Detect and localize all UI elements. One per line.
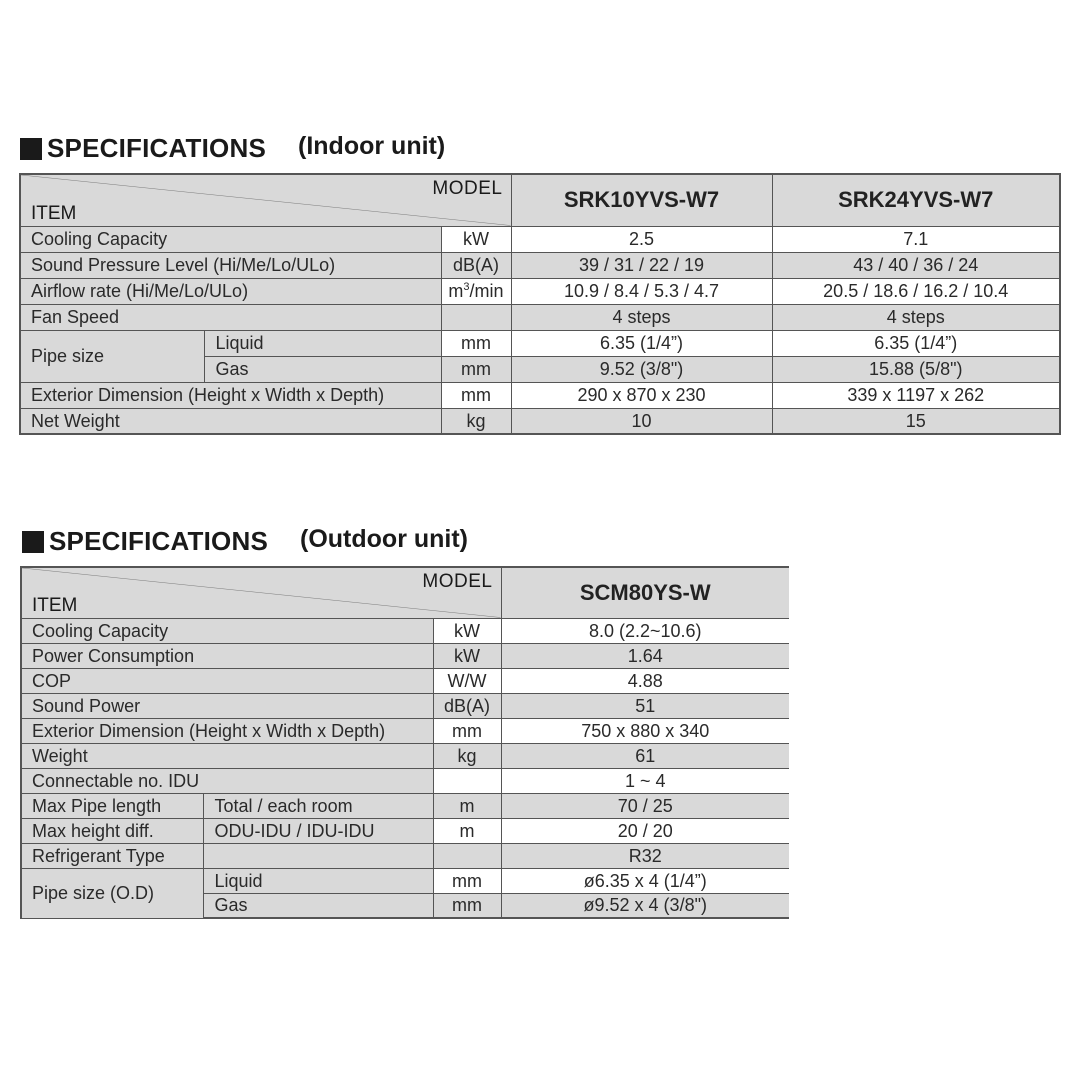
row-unit: kW [433, 643, 501, 668]
row-unit: kg [433, 743, 501, 768]
table-row [21, 818, 789, 843]
row-unit [441, 278, 511, 304]
table-row [21, 743, 789, 768]
cell-value: 6.35 (1/4”) [772, 330, 1060, 356]
cell-value: 15 [772, 408, 1060, 434]
row-unit: mm [441, 330, 511, 356]
row-label: Net Weight [20, 408, 441, 434]
row-sublabel: Liquid [203, 868, 433, 893]
model-srk10yvs-w7: SRK10YVS-W7 [511, 174, 772, 226]
table-row [21, 618, 789, 643]
model-header-label: MODEL [422, 571, 493, 592]
row-label: Weight [21, 743, 433, 768]
row-sublabel-empty [203, 843, 433, 868]
cell-value: 8.0 (2.2~10.6) [501, 618, 789, 643]
table-row [20, 330, 1060, 356]
row-unit: mm [433, 868, 501, 893]
model-header-label: MODEL [432, 178, 503, 199]
outdoor-section-title [22, 526, 468, 557]
cell-value: 9.52 (3/8") [511, 356, 772, 382]
row-label: Max height diff. [21, 818, 203, 843]
row-label: COP [21, 668, 433, 693]
table-row [21, 643, 789, 668]
row-unit: mm [433, 718, 501, 743]
table-row [21, 718, 789, 743]
row-sublabel: Gas [204, 356, 441, 382]
row-label: Cooling Capacity [20, 226, 441, 252]
section-bullet-icon [22, 531, 44, 553]
outdoor-spec-table [20, 566, 789, 919]
row-label: Exterior Dimension (Height x Width x Depth) [21, 718, 433, 743]
row-unit: kg [441, 408, 511, 434]
row-unit: kW [433, 618, 501, 643]
table-row [21, 793, 789, 818]
unit-base: m [448, 281, 464, 301]
unit-superscript: 3 [463, 281, 470, 293]
row-unit [441, 304, 511, 330]
row-unit: mm [441, 356, 511, 382]
row-label: Connectable no. IDU [21, 768, 433, 793]
cell-value: R32 [501, 843, 789, 868]
cell-value: 4 steps [772, 304, 1060, 330]
outdoor-subtitle: (Outdoor unit) [300, 525, 469, 553]
table-row [21, 868, 789, 893]
table-row [21, 668, 789, 693]
section-bullet-icon [20, 138, 42, 160]
row-unit: mm [441, 382, 511, 408]
cell-value: 43 / 40 / 36 / 24 [772, 252, 1060, 278]
cell-value: 1 ~ 4 [501, 768, 789, 793]
table-row [21, 768, 789, 793]
row-sublabel: Liquid [204, 330, 441, 356]
row-label: Pipe size (O.D) [21, 868, 203, 918]
cell-value: 51 [501, 693, 789, 718]
indoor-subtitle: (Indoor unit) [298, 132, 446, 160]
row-label: Sound Power [21, 693, 433, 718]
table-row [20, 226, 1060, 252]
indoor-spec-table [19, 173, 1061, 435]
cell-value: 6.35 (1/4”) [511, 330, 772, 356]
cell-value: ø9.52 x 4 (3/8") [501, 893, 789, 918]
cell-value: 61 [501, 743, 789, 768]
outdoor-title: SPECIFICATIONS [49, 526, 269, 556]
table-row [20, 382, 1060, 408]
cell-value: 4 steps [511, 304, 772, 330]
row-unit: kW [441, 226, 511, 252]
cell-value: 10.9 / 8.4 / 5.3 / 4.7 [511, 278, 772, 304]
indoor-header-row [20, 174, 1060, 226]
item-header-label: ITEM [31, 202, 77, 224]
model-srk24yvs-w7: SRK24YVS-W7 [772, 174, 1060, 226]
cell-value: 339 x 1197 x 262 [772, 382, 1060, 408]
cell-value: ø6.35 x 4 (1/4”) [501, 868, 789, 893]
cell-value: 1.64 [501, 643, 789, 668]
indoor-section-title [20, 133, 445, 164]
cell-value: 2.5 [511, 226, 772, 252]
row-label: Power Consumption [21, 643, 433, 668]
table-row [20, 304, 1060, 330]
table-row [21, 843, 789, 868]
row-unit: dB(A) [441, 252, 511, 278]
indoor-header-diagonal-cell [20, 174, 511, 226]
outdoor-header-row [21, 567, 789, 618]
row-label: Refrigerant Type [21, 843, 203, 868]
cell-value: 39 / 31 / 22 / 19 [511, 252, 772, 278]
table-row [21, 693, 789, 718]
row-unit: W/W [433, 668, 501, 693]
row-sublabel: ODU-IDU / IDU-IDU [203, 818, 433, 843]
row-label: Pipe size [20, 330, 204, 382]
cell-value: 7.1 [772, 226, 1060, 252]
row-label: Max Pipe length [21, 793, 203, 818]
row-label: Airflow rate (Hi/Me/Lo/ULo) [20, 278, 441, 304]
cell-value: 70 / 25 [501, 793, 789, 818]
model-scm80ys-w: SCM80YS-W [501, 567, 789, 618]
row-label: Fan Speed [20, 304, 441, 330]
row-unit: m [433, 818, 501, 843]
cell-value: 4.88 [501, 668, 789, 693]
row-label: Cooling Capacity [21, 618, 433, 643]
unit-rest: /min [469, 281, 504, 301]
outdoor-header-diagonal-cell [21, 567, 501, 618]
row-unit [433, 843, 501, 868]
cell-value: 10 [511, 408, 772, 434]
cell-value: 20 / 20 [501, 818, 789, 843]
row-unit: dB(A) [433, 693, 501, 718]
table-row [20, 278, 1060, 304]
table-row [20, 408, 1060, 434]
row-label: Sound Pressure Level (Hi/Me/Lo/ULo) [20, 252, 441, 278]
cell-value: 20.5 / 18.6 / 16.2 / 10.4 [772, 278, 1060, 304]
row-unit: mm [433, 893, 501, 918]
cell-value: 750 x 880 x 340 [501, 718, 789, 743]
row-sublabel: Gas [203, 893, 433, 918]
table-row [20, 252, 1060, 278]
cell-value: 290 x 870 x 230 [511, 382, 772, 408]
row-label: Exterior Dimension (Height x Width x Depth) [20, 382, 441, 408]
item-header-label: ITEM [32, 594, 78, 616]
indoor-title: SPECIFICATIONS [47, 133, 267, 163]
row-sublabel: Total / each room [203, 793, 433, 818]
cell-value: 15.88 (5/8") [772, 356, 1060, 382]
row-unit [433, 768, 501, 793]
row-unit: m [433, 793, 501, 818]
